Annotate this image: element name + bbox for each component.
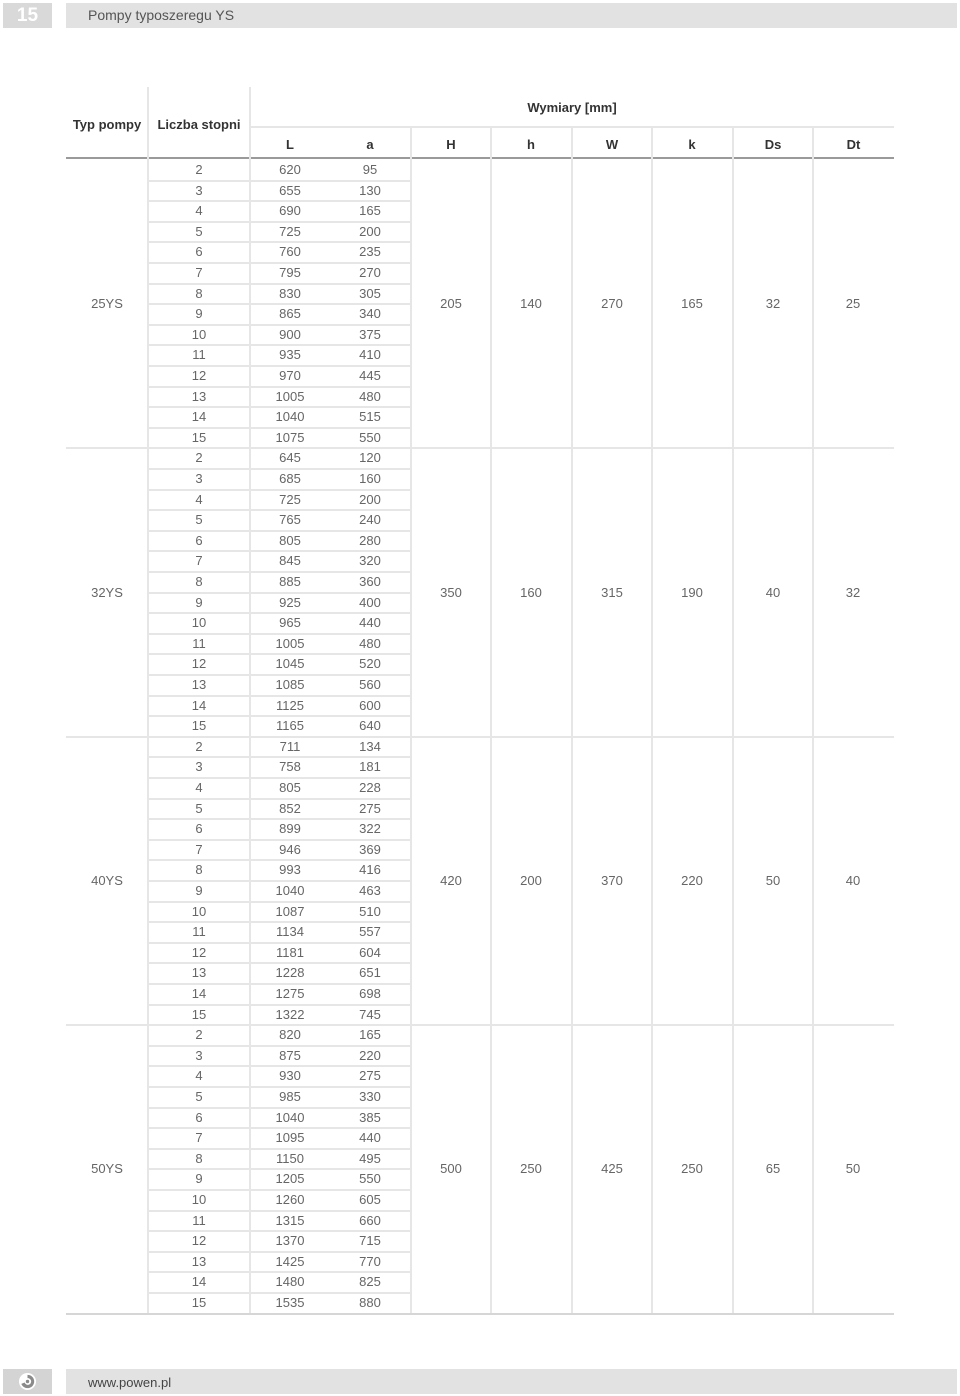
- a-cell: 181: [359, 759, 381, 775]
- a-cell: 550: [359, 429, 381, 445]
- L-cell: 1322: [275, 1006, 305, 1022]
- a-cell: 360: [359, 574, 381, 589]
- L-cell: 899: [279, 821, 301, 837]
- a-cell: 235: [359, 244, 381, 260]
- stopni-cell: 8: [195, 574, 203, 589]
- stopni-cell: 7: [195, 1130, 203, 1146]
- table-row: [66, 737, 894, 757]
- L-cell: 1480: [275, 1274, 305, 1290]
- table-row: [66, 448, 894, 468]
- stopni-cell: 9: [195, 883, 203, 898]
- col-header-L: L: [286, 137, 294, 152]
- L-cell: 765: [279, 512, 301, 528]
- a-cell: 770: [359, 1253, 381, 1269]
- a-cell: 375: [359, 326, 381, 342]
- table-row: [66, 1066, 894, 1086]
- L-cell: 805: [279, 532, 301, 548]
- a-cell: 95: [362, 162, 378, 177]
- L-cell: 1425: [275, 1253, 305, 1269]
- a-cell: 130: [359, 182, 381, 198]
- a-cell: 400: [359, 594, 381, 610]
- a-cell: 134: [359, 738, 381, 754]
- L-cell: 1535: [275, 1295, 305, 1310]
- L-cell: 1315: [275, 1212, 305, 1228]
- stopni-cell: 15: [191, 718, 207, 734]
- a-cell: 515: [359, 409, 381, 425]
- stopni-cell: 14: [191, 697, 207, 713]
- table-row: [66, 510, 894, 530]
- table-row: [66, 387, 894, 407]
- a-cell: 495: [359, 1150, 381, 1166]
- table-row: [66, 1252, 894, 1272]
- stopni-cell: 6: [195, 821, 203, 837]
- dim-W-cell: 270: [601, 296, 623, 312]
- stopni-cell: 14: [191, 1274, 207, 1290]
- a-cell: 600: [359, 697, 381, 713]
- a-cell: 120: [359, 450, 381, 466]
- group-header-wymiary: Wymiary [mm]: [527, 100, 617, 115]
- a-cell: 715: [359, 1233, 381, 1249]
- table-row: [66, 345, 894, 365]
- stopni-cell: 12: [191, 656, 207, 672]
- stopni-cell: 6: [195, 1109, 203, 1125]
- L-cell: 946: [279, 841, 301, 857]
- dim-h-cell: 160: [520, 584, 542, 600]
- stopni-cell: 7: [195, 553, 203, 569]
- table-row: [66, 222, 894, 242]
- table-row: [66, 778, 894, 798]
- stopni-cell: 3: [195, 471, 203, 486]
- a-cell: 880: [359, 1295, 381, 1310]
- L-cell: 1095: [275, 1130, 305, 1146]
- table-row: [66, 1190, 894, 1210]
- a-cell: 280: [359, 532, 381, 548]
- table-row: [66, 963, 894, 983]
- a-cell: 698: [359, 986, 381, 1001]
- table-row: [66, 1293, 894, 1313]
- stopni-cell: 13: [191, 1253, 207, 1269]
- a-cell: 270: [359, 265, 381, 280]
- L-cell: 1165: [276, 718, 304, 734]
- stopni-cell: 15: [191, 1295, 207, 1310]
- stopni-cell: 2: [195, 162, 203, 177]
- L-cell: 685: [279, 471, 301, 486]
- stopni-cell: 9: [195, 306, 203, 322]
- dim-Dt-cell: 50: [845, 1161, 861, 1177]
- table-row: [66, 263, 894, 283]
- L-cell: 1260: [275, 1192, 305, 1207]
- stopni-cell: 11: [192, 635, 206, 651]
- table-row: [66, 325, 894, 345]
- dim-H-cell: 500: [440, 1161, 462, 1177]
- L-cell: 845: [279, 553, 301, 569]
- L-cell: 1125: [276, 697, 304, 713]
- L-cell: 1005: [275, 388, 305, 404]
- a-cell: 200: [359, 491, 381, 507]
- L-cell: 925: [279, 594, 301, 610]
- stopni-cell: 5: [195, 800, 203, 816]
- stopni-cell: 10: [191, 903, 207, 919]
- dim-h-cell: 200: [520, 873, 542, 888]
- stopni-cell: 8: [195, 862, 203, 878]
- stopni-cell: 4: [195, 780, 203, 795]
- dim-H-cell: 350: [440, 584, 462, 600]
- a-cell: 660: [359, 1212, 381, 1228]
- stopni-cell: 3: [195, 759, 203, 775]
- L-cell: 711: [279, 738, 301, 754]
- a-cell: 322: [359, 821, 381, 837]
- stopni-cell: 14: [191, 986, 207, 1001]
- stopni-cell: 3: [195, 1047, 203, 1063]
- stopni-cell: 5: [195, 1089, 203, 1104]
- table-row: [66, 675, 894, 695]
- table-row: [66, 902, 894, 922]
- L-cell: 1005: [275, 635, 305, 651]
- dim-Dt-cell: 32: [845, 584, 861, 600]
- stopni-cell: 4: [195, 491, 203, 507]
- L-cell: 1040: [275, 883, 305, 898]
- L-cell: 885: [279, 574, 301, 589]
- stopni-cell: 2: [195, 450, 203, 466]
- stopni-cell: 9: [195, 1171, 203, 1187]
- a-cell: 463: [359, 883, 381, 898]
- stopni-cell: 14: [191, 409, 207, 425]
- a-cell: 510: [359, 903, 381, 919]
- table-row: [66, 201, 894, 221]
- stopni-cell: 7: [195, 841, 203, 857]
- dim-W-cell: 370: [601, 873, 623, 888]
- stopni-cell: 11: [192, 924, 206, 940]
- table-row: [66, 490, 894, 510]
- group-separator: [66, 1313, 894, 1315]
- table-row: [66, 922, 894, 942]
- L-cell: 1181: [276, 944, 304, 960]
- footer-bar: [66, 1369, 957, 1394]
- L-cell: 1134: [276, 924, 304, 940]
- stopni-cell: 13: [191, 965, 207, 981]
- a-cell: 330: [359, 1089, 381, 1104]
- L-cell: 865: [279, 306, 301, 322]
- a-cell: 200: [359, 223, 381, 239]
- L-cell: 1150: [276, 1150, 304, 1166]
- table-row: [66, 428, 894, 448]
- L-cell: 993: [279, 862, 301, 878]
- a-cell: 550: [359, 1171, 381, 1187]
- table-row: [66, 551, 894, 571]
- a-cell: 520: [359, 656, 381, 672]
- L-cell: 852: [279, 800, 301, 816]
- table-row: [66, 757, 894, 777]
- dim-Ds-cell: 40: [765, 584, 781, 600]
- table-row: [66, 696, 894, 716]
- a-cell: 440: [359, 615, 381, 631]
- a-cell: 305: [359, 285, 381, 301]
- a-cell: 165: [359, 203, 381, 219]
- L-cell: 725: [279, 491, 301, 507]
- L-cell: 1275: [275, 986, 305, 1001]
- L-cell: 1228: [275, 965, 305, 981]
- a-cell: 604: [359, 944, 381, 960]
- L-cell: 690: [279, 203, 301, 219]
- a-cell: 240: [359, 512, 381, 528]
- dim-W-cell: 425: [601, 1161, 623, 1177]
- stopni-cell: 5: [195, 512, 203, 528]
- table-row: [66, 1005, 894, 1025]
- footer-url: www.powen.pl: [88, 1375, 172, 1390]
- table-row: [66, 1211, 894, 1231]
- L-cell: 1087: [275, 903, 305, 919]
- col-header-h: h: [527, 137, 535, 152]
- table-row: [66, 1108, 894, 1128]
- table-row: [66, 634, 894, 654]
- dim-Ds-cell: 32: [765, 296, 781, 312]
- pump-type-cell: 25YS: [91, 296, 123, 312]
- table-row: [66, 469, 894, 489]
- stopni-cell: 11: [192, 1212, 206, 1228]
- table-row: [66, 531, 894, 551]
- stopni-cell: 2: [195, 1027, 203, 1043]
- table-row: [66, 366, 894, 386]
- table-row: [66, 407, 894, 427]
- L-cell: 655: [279, 182, 301, 198]
- table-row: [66, 716, 894, 736]
- dim-Dt-cell: 40: [845, 873, 861, 888]
- stopni-cell: 3: [195, 182, 203, 198]
- a-cell: 228: [359, 780, 381, 795]
- dim-k-cell: 220: [681, 873, 703, 888]
- a-cell: 640: [359, 718, 381, 734]
- a-cell: 410: [359, 347, 381, 363]
- L-cell: 970: [279, 368, 301, 383]
- table-row: [66, 1128, 894, 1148]
- a-cell: 416: [359, 862, 381, 878]
- stopni-cell: 5: [195, 223, 203, 239]
- stopni-cell: 15: [191, 1006, 207, 1022]
- stopni-cell: 2: [195, 738, 203, 754]
- stopni-cell: 6: [195, 244, 203, 260]
- table-row: [66, 984, 894, 1004]
- L-cell: 1040: [275, 409, 305, 425]
- table-row: [66, 1025, 894, 1045]
- col-header-W: W: [605, 137, 619, 152]
- a-cell: 605: [359, 1192, 381, 1207]
- dim-H-cell: 205: [440, 296, 462, 312]
- a-cell: 440: [359, 1130, 381, 1146]
- stopni-cell: 4: [195, 203, 203, 219]
- table-row: [66, 242, 894, 262]
- a-cell: 340: [359, 306, 381, 322]
- col-header-typ-pompy: Typ pompy: [72, 117, 142, 132]
- L-cell: 758: [279, 759, 301, 775]
- L-cell: 1075: [275, 429, 305, 445]
- dim-H-cell: 420: [440, 873, 462, 888]
- L-cell: 805: [279, 780, 301, 795]
- a-cell: 320: [359, 553, 381, 569]
- pump-type-cell: 40YS: [91, 873, 123, 888]
- L-cell: 1205: [275, 1171, 305, 1187]
- table-row: [66, 160, 894, 180]
- stopni-cell: 10: [191, 326, 207, 342]
- dim-Ds-cell: 65: [765, 1161, 781, 1177]
- dim-h-cell: 140: [520, 296, 542, 312]
- a-cell: 651: [359, 965, 381, 981]
- stopni-cell: 13: [191, 677, 207, 692]
- stopni-cell: 11: [192, 347, 206, 363]
- dim-k-cell: 250: [681, 1161, 703, 1177]
- a-cell: 165: [359, 1027, 381, 1043]
- stopni-cell: 15: [191, 429, 207, 445]
- powen-logo-icon: [3, 1369, 52, 1394]
- L-cell: 1045: [275, 656, 305, 672]
- table-row: [66, 654, 894, 674]
- stopni-cell: 9: [195, 594, 203, 610]
- a-cell: 825: [359, 1274, 381, 1290]
- a-cell: 480: [359, 635, 381, 651]
- table-row: [66, 1272, 894, 1292]
- dim-W-cell: 315: [601, 584, 623, 600]
- stopni-cell: 10: [191, 1192, 207, 1207]
- a-cell: 385: [359, 1109, 381, 1125]
- table-row: [66, 1231, 894, 1251]
- stopni-cell: 6: [195, 532, 203, 548]
- L-cell: 820: [279, 1027, 301, 1043]
- table-row: [66, 943, 894, 963]
- stopni-cell: 10: [191, 615, 207, 631]
- L-cell: 935: [279, 347, 301, 363]
- table-row: [66, 1046, 894, 1066]
- a-cell: 557: [359, 924, 381, 940]
- a-cell: 275: [359, 1068, 381, 1084]
- col-header-Ds: Ds: [764, 137, 782, 152]
- L-cell: 1040: [275, 1109, 305, 1125]
- L-cell: 900: [279, 326, 301, 342]
- dim-k-cell: 165: [681, 296, 703, 312]
- L-cell: 760: [279, 244, 301, 260]
- dim-Ds-cell: 50: [765, 873, 781, 888]
- table-row: [66, 181, 894, 201]
- dim-h-cell: 250: [520, 1161, 542, 1177]
- col-header-Dt: Dt: [846, 137, 861, 152]
- a-cell: 220: [359, 1047, 381, 1063]
- dim-k-cell: 190: [681, 584, 703, 600]
- L-cell: 830: [279, 285, 301, 301]
- a-cell: 445: [359, 368, 381, 383]
- dim-Dt-cell: 25: [845, 296, 861, 312]
- L-cell: 645: [279, 450, 301, 466]
- stopni-cell: 12: [191, 944, 207, 960]
- table-row: [66, 840, 894, 860]
- a-cell: 275: [359, 800, 381, 816]
- col-header-H: H: [446, 137, 456, 152]
- table-row: [66, 613, 894, 633]
- L-cell: 620: [279, 162, 301, 177]
- stopni-cell: 8: [195, 285, 203, 301]
- pump-type-cell: 32YS: [91, 584, 123, 600]
- pump-type-cell: 50YS: [91, 1161, 123, 1177]
- L-cell: 1370: [275, 1233, 305, 1249]
- header-bottom-rule: [66, 157, 894, 159]
- table-row: [66, 819, 894, 839]
- col-header-liczba-stopni: Liczba stopni: [157, 117, 241, 132]
- L-cell: 725: [279, 223, 301, 239]
- L-cell: 795: [279, 265, 301, 280]
- a-cell: 160: [359, 471, 381, 486]
- a-cell: 480: [359, 388, 381, 404]
- stopni-cell: 13: [191, 388, 207, 404]
- stopni-cell: 12: [191, 1233, 207, 1249]
- a-cell: 560: [359, 677, 381, 692]
- stopni-cell: 8: [195, 1150, 203, 1166]
- page-number: 15: [3, 3, 52, 28]
- L-cell: 985: [279, 1089, 301, 1104]
- page-title: Pompy typoszeregu YS: [88, 7, 235, 23]
- stopni-cell: 12: [191, 368, 207, 383]
- L-cell: 930: [279, 1068, 301, 1084]
- col-header-a: a: [366, 137, 374, 152]
- L-cell: 965: [279, 615, 301, 631]
- a-cell: 369: [359, 841, 381, 857]
- table-row: [66, 799, 894, 819]
- L-cell: 875: [279, 1047, 301, 1063]
- stopni-cell: 4: [195, 1068, 203, 1084]
- stopni-cell: 7: [195, 265, 203, 280]
- table-row: [66, 1087, 894, 1107]
- a-cell: 745: [359, 1006, 381, 1022]
- col-header-k: k: [688, 137, 696, 152]
- L-cell: 1085: [275, 677, 305, 692]
